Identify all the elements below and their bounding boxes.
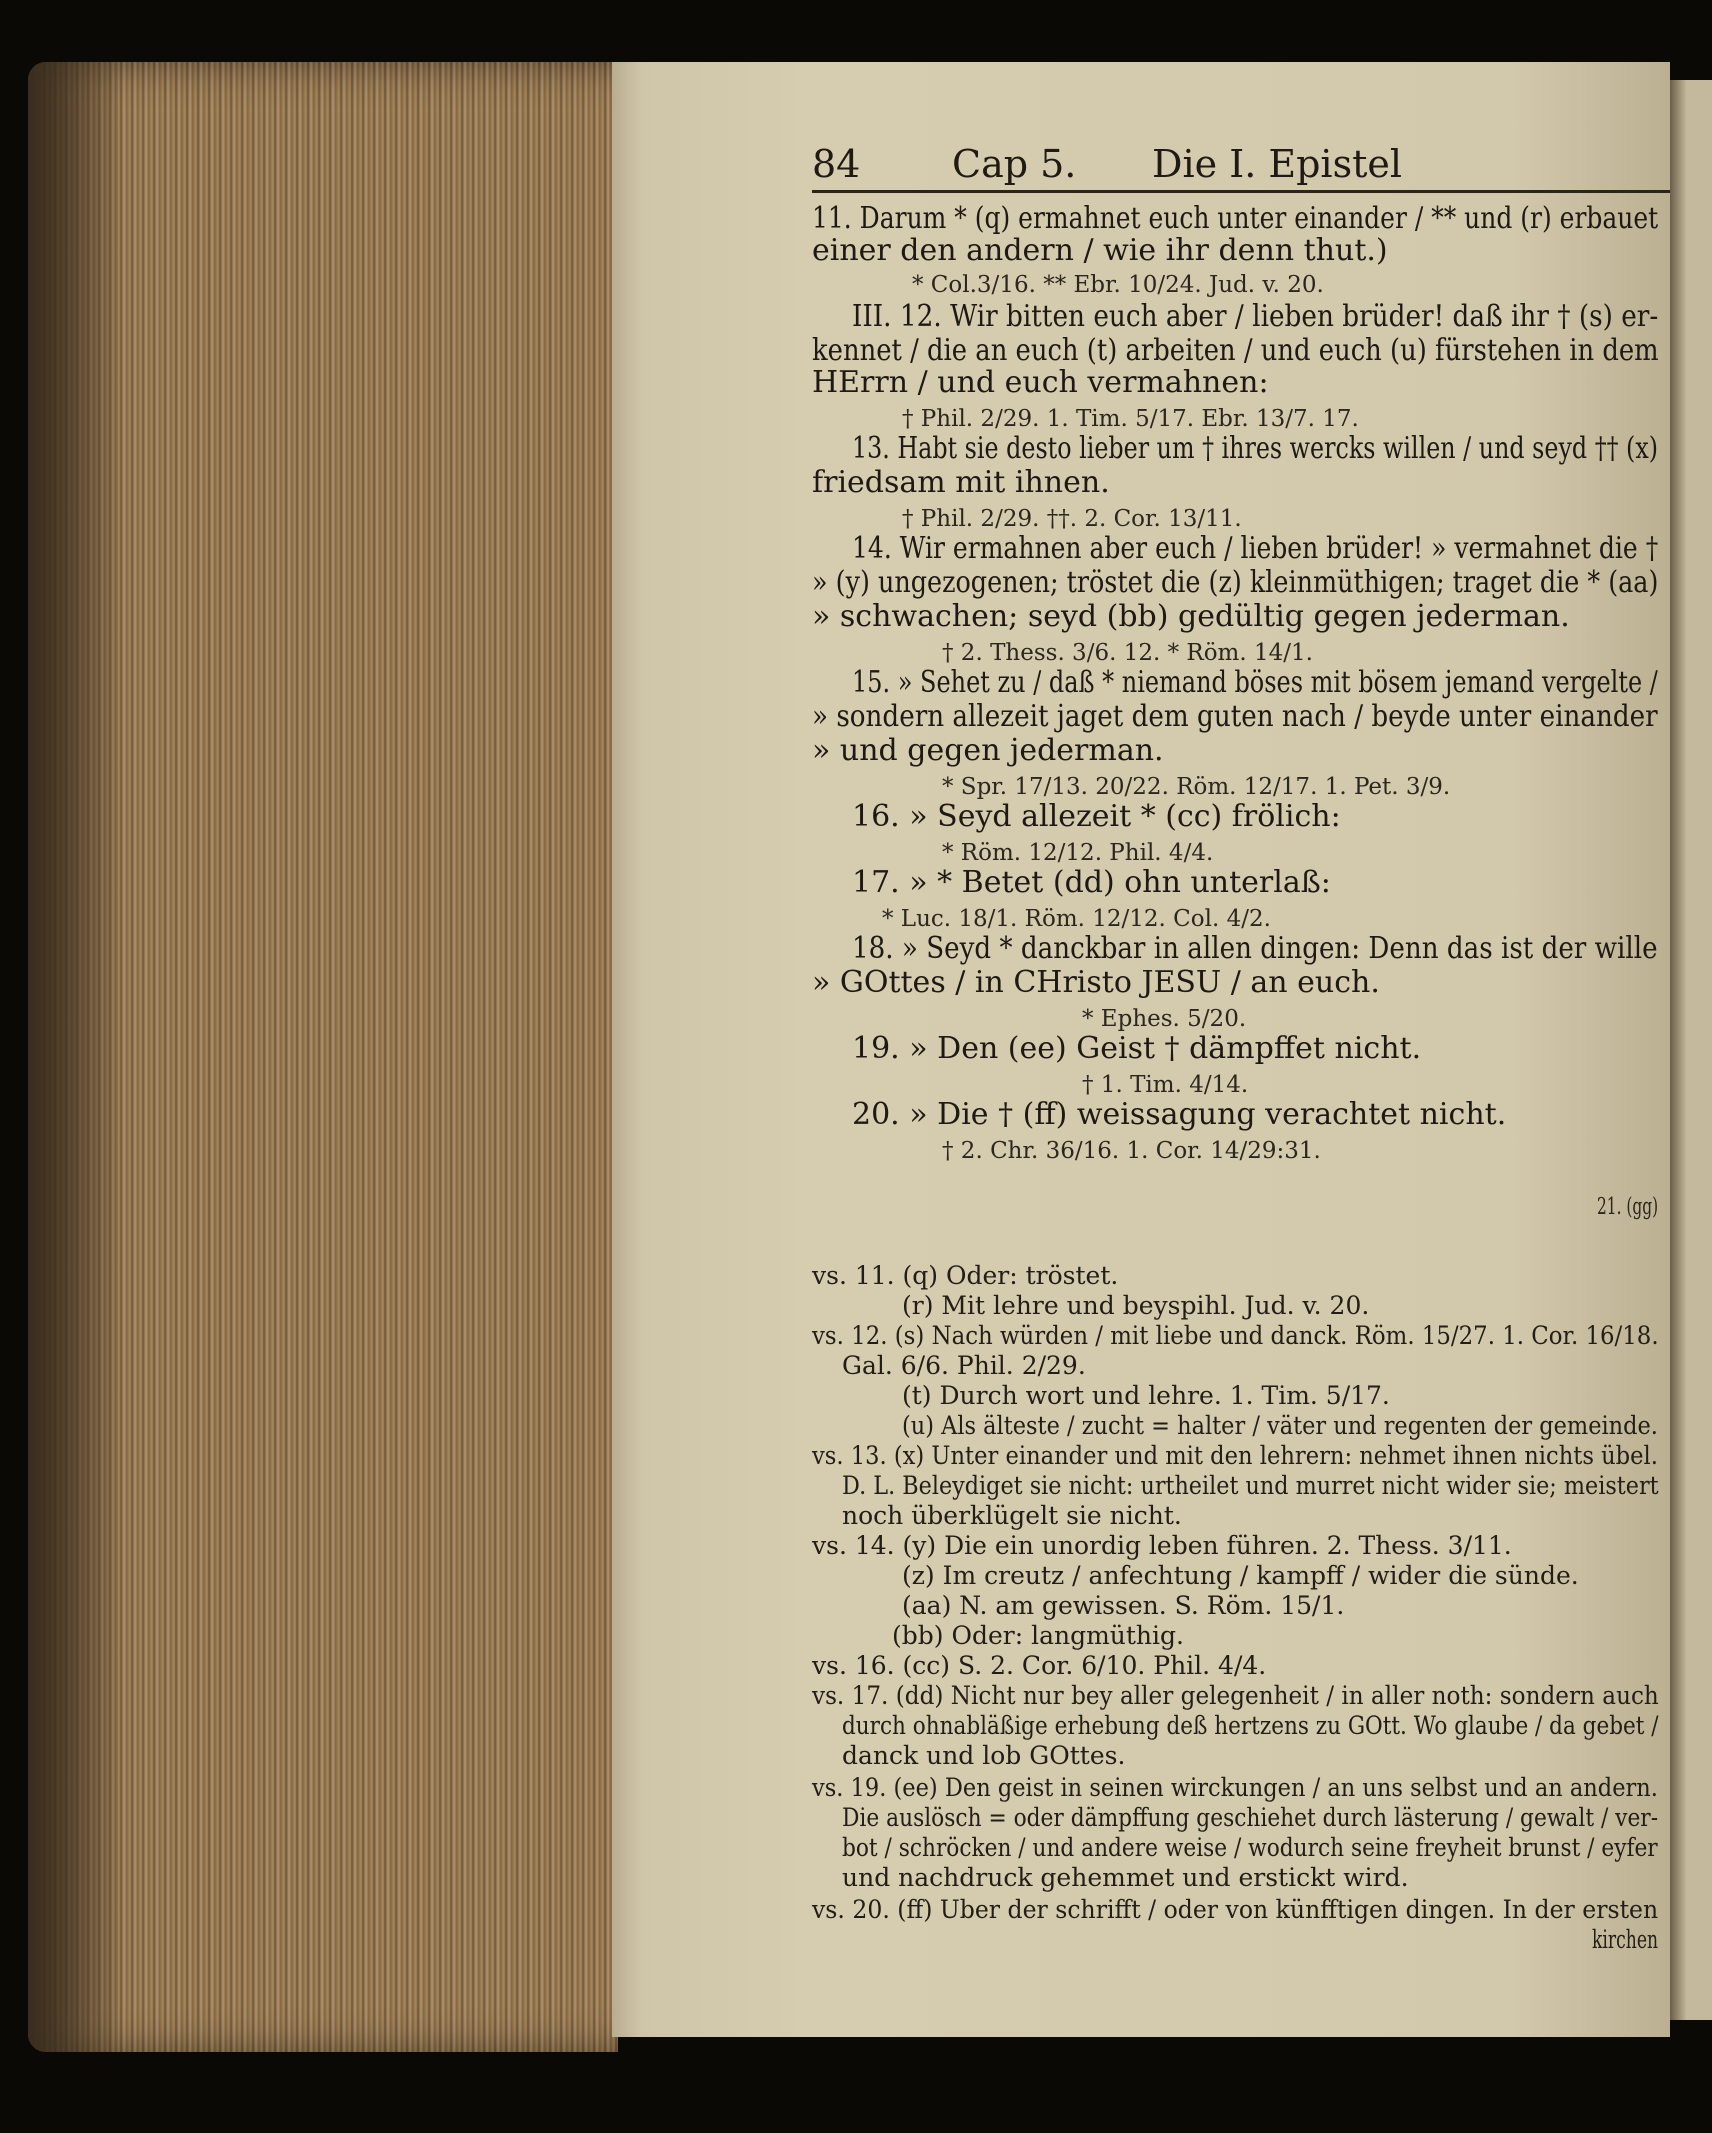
verse-line: 13. Habt sie desto lieber um † ihres wercks willen / und seyd †† (x): [852, 431, 1659, 466]
footnote-line: vs. 14. (y) Die ein unordig leben führen. 2. Thess. 3/11.: [812, 1531, 1512, 1560]
footnote-line: vs. 17. (dd) Nicht nur bey aller gelegenheit / in aller noth: sondern auch: [812, 1681, 1659, 1710]
footnote-line: kirchen: [1592, 1925, 1659, 1954]
verse-reference: * Röm. 12/12. Phil. 4/4.: [942, 840, 1214, 866]
verse-line: 19. » Den (ee) Geist † dämpffet nicht.: [852, 1031, 1422, 1066]
footnote-line: (r) Mit lehre und beyspihl. Jud. v. 20.: [902, 1291, 1370, 1320]
facing-page-edge: [1670, 80, 1712, 2020]
verse-line: 15. » Sehet zu / daß * niemand böses mit bösem jemand vergelte /: [852, 665, 1658, 700]
verse-line: » GOttes / in CHristo JESU / an euch.: [812, 965, 1380, 1000]
book-page: [612, 62, 1670, 2037]
verse-line: » (y) ungezogenen; tröstet die (z) kleinmüthigen; traget die * (aa): [812, 565, 1659, 600]
footnote-line: durch ohnabläßige erhebung deß hertzens zu GOtt. Wo glaube / da gebet /: [842, 1711, 1659, 1740]
footnote-line: (z) Im creutz / anfechtung / kampff / wider die sünde.: [902, 1561, 1579, 1590]
verse-reference: † Phil. 2/29. 1. Tim. 5/17. Ebr. 13/7. 17.: [902, 406, 1359, 432]
footnote-line: noch überklügelt sie nicht.: [842, 1501, 1182, 1530]
footnote-line: (u) Als älteste / zucht = halter / väter und regenten der gemeinde.: [902, 1411, 1658, 1440]
page-number: 84: [812, 142, 861, 186]
verse-line: friedsam mit ihnen.: [812, 465, 1110, 500]
footnote-line: vs. 11. (q) Oder: tröstet.: [812, 1261, 1119, 1290]
catchword: 21. (gg): [1597, 1194, 1659, 1220]
verse-line: einer den andern / wie ihr denn thut.): [812, 233, 1388, 268]
verse-line: 11. Darum * (q) ermahnet euch unter einander / ** und (r) erbauet: [812, 201, 1659, 236]
footnote-line: Die auslösch = oder dämpffung geschiehet durch lästerung / gewalt / ver-: [842, 1803, 1659, 1832]
footnote-line: (t) Durch wort und lehre. 1. Tim. 5/17.: [902, 1381, 1390, 1410]
book-page-edges: [28, 62, 618, 2052]
verse-line: kennet / die an euch (t) arbeiten / und euch (u) fürstehen in dem: [812, 333, 1659, 368]
verse-line: 17. » * Betet (dd) ohn unterlaß:: [852, 865, 1331, 900]
footnote-line: danck und lob GOttes.: [842, 1741, 1126, 1770]
footnote-line: vs. 12. (s) Nach würden / mit liebe und danck. Röm. 15/27. 1. Cor. 16/18.: [812, 1321, 1659, 1350]
verse-line: 20. » Die † (ff) weissagung verachtet nicht.: [852, 1097, 1507, 1132]
footnote-line: bot / schröcken / und andere weise / wodurch seine freyheit brunst / eyfer: [842, 1833, 1658, 1862]
verse-reference: * Luc. 18/1. Röm. 12/12. Col. 4/2.: [882, 906, 1271, 932]
verse-reference: * Spr. 17/13. 20/22. Röm. 12/17. 1. Pet. 3/9.: [942, 774, 1451, 800]
verse-reference: † Phil. 2/29. ††. 2. Cor. 13/11.: [902, 506, 1242, 532]
verse-line: III. 12. Wir bitten euch aber / lieben brüder! daß ihr † (s) er-: [852, 299, 1659, 334]
footnote-line: D. L. Beleydiget sie nicht: urtheilet und murret nicht wider sie; meistert: [842, 1471, 1659, 1500]
footnote-line: vs. 19. (ee) Den geist in seinen wirckungen / an uns selbst und an andern.: [812, 1773, 1658, 1802]
verse-line: 18. » Seyd * danckbar in allen dingen: Denn das ist der wille: [852, 931, 1658, 966]
verse-line: » und gegen jederman.: [812, 733, 1164, 768]
verse-line: 16. » Seyd allezeit * (cc) frölich:: [852, 799, 1341, 834]
verse-reference: * Ephes. 5/20.: [1082, 1006, 1247, 1032]
footnote-line: vs. 20. (ff) Uber der schrifft / oder von künfftigen dingen. In der ersten: [812, 1895, 1659, 1924]
verse-reference: * Col.3/16. ** Ebr. 10/24. Jud. v. 20.: [912, 272, 1324, 298]
footnote-line: Gal. 6/6. Phil. 2/29.: [842, 1351, 1086, 1380]
footnote-line: (aa) N. am gewissen. S. Röm. 15/1.: [902, 1591, 1345, 1620]
verse-reference: † 2. Chr. 36/16. 1. Cor. 14/29:31.: [942, 1138, 1321, 1164]
verse-line: » sondern allezeit jaget dem guten nach / beyde unter einander: [812, 699, 1658, 734]
verse-reference: † 2. Thess. 3/6. 12. * Röm. 14/1.: [942, 640, 1313, 666]
footnote-line: vs. 13. (x) Unter einander und mit den lehrern: nehmet ihnen nichts übel.: [812, 1441, 1658, 1470]
footnote-line: (bb) Oder: langmüthig.: [892, 1621, 1184, 1650]
footnote-line: und nachdruck gehemmet und erstickt wird.: [842, 1863, 1409, 1892]
page-title: Die I. Epistel: [1152, 142, 1402, 186]
header-rule: [812, 190, 1670, 193]
chapter-label: Cap 5.: [952, 142, 1077, 186]
footnote-line: vs. 16. (cc) S. 2. Cor. 6/10. Phil. 4/4.: [812, 1651, 1267, 1680]
running-header: [812, 142, 1622, 192]
verse-line: HErrn / und euch vermahnen:: [812, 365, 1269, 400]
verse-line: » schwachen; seyd (bb) gedültig gegen jederman.: [812, 599, 1570, 634]
verse-line: 14. Wir ermahnen aber euch / lieben brüder! » vermahnet die †: [852, 531, 1659, 566]
verse-reference: † 1. Tim. 4/14.: [1082, 1072, 1249, 1098]
